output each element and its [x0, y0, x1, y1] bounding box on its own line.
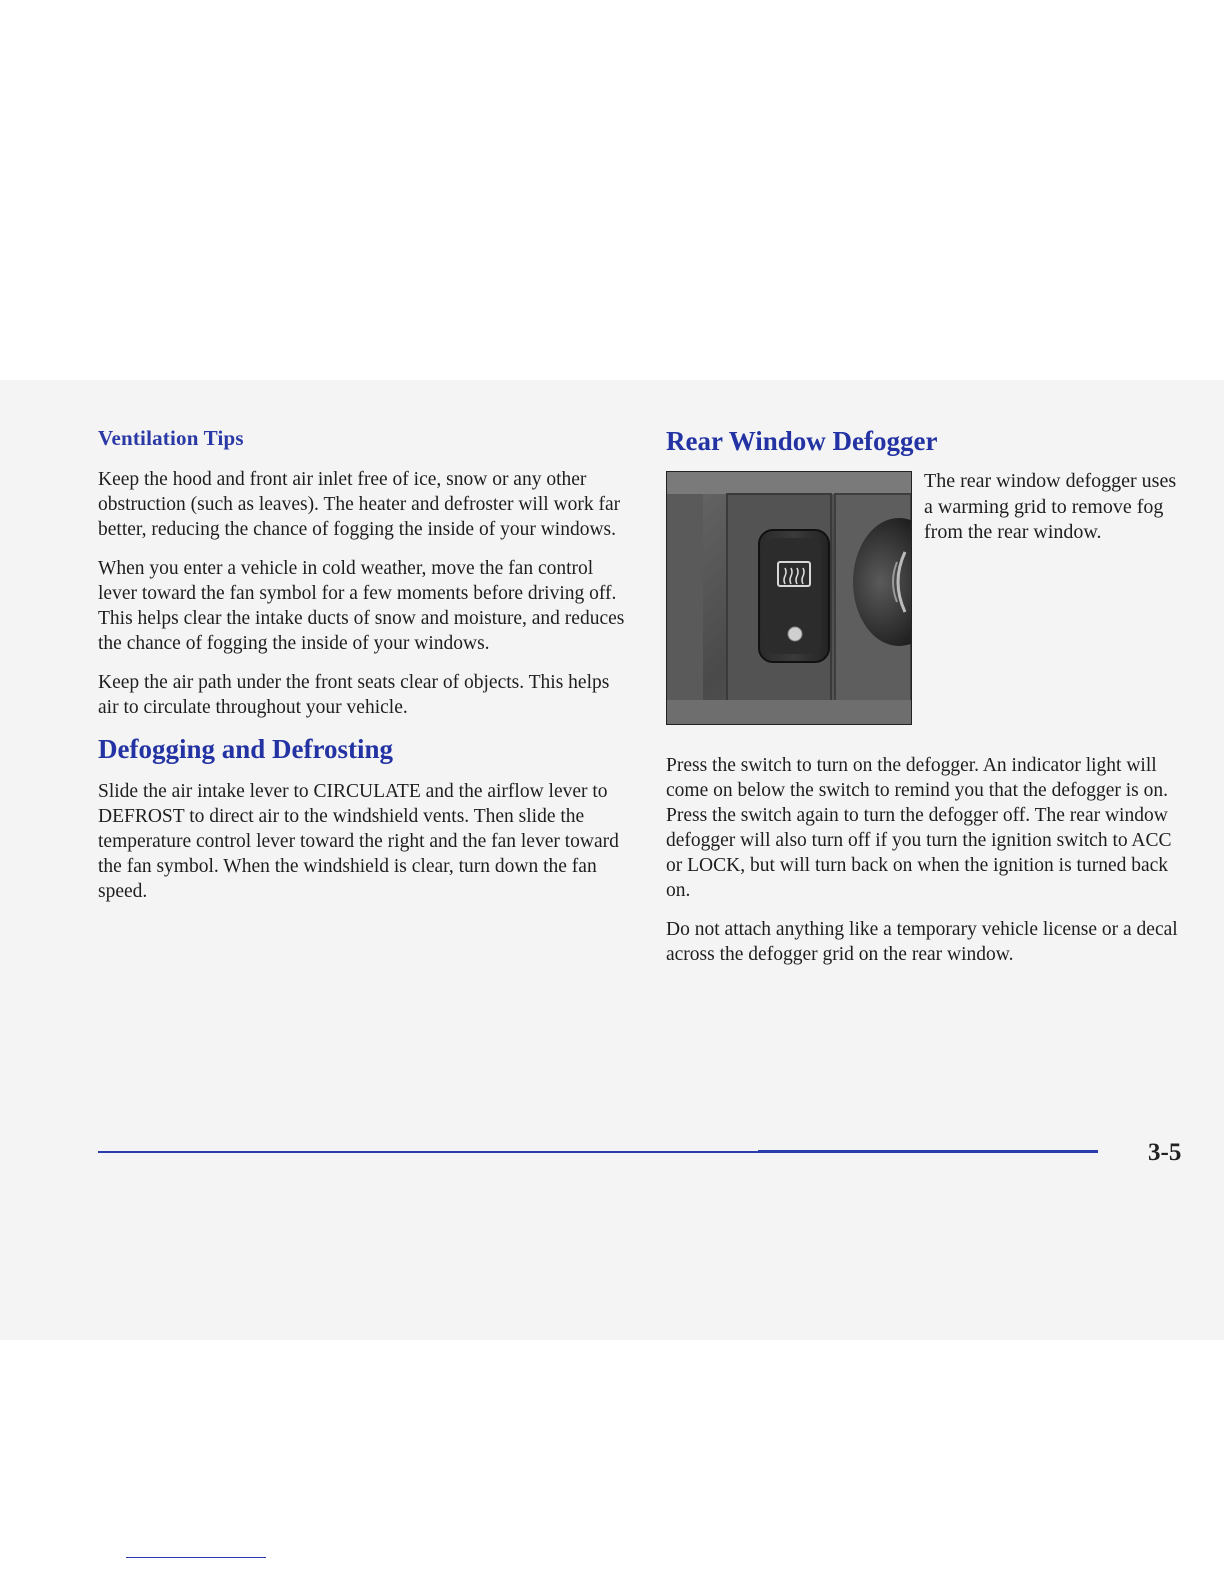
defogger-switch-photo [666, 471, 912, 725]
defogger-body [666, 753, 1186, 967]
defogger-intro-text: The rear window defogger uses a warming grid to remove fog from the rear window. [924, 470, 1177, 543]
defogger-intro [924, 469, 1186, 560]
defogger-paragraph-1: Press the switch to turn on the defogger. An indicator light will come on below the switch to remind you that the defogger is on. Press the switch again to turn the defogger off. The rear window defogger will also turn off if you turn the ignition switch to ACC or LOCK, but will turn back on when the ignition is turned back on. [666, 755, 1172, 901]
defogger-figure-row [666, 471, 1186, 727]
footer-rule-left [98, 1151, 758, 1153]
defogging-paragraph: Slide the air intake lever to CIRCULATE and the airflow lever to DEFROST to direct air to the windshield vents. Then slide the temperature control lever toward the right and the fan lever toward the fan symbol. When the windshield is clear, turn down the fan speed. [98, 781, 619, 902]
ventilation-tips-subheading: Ventilation Tips [98, 426, 244, 450]
defogging-defrosting-heading: Defogging and Defrosting [98, 734, 394, 764]
footer-rule-right [758, 1150, 1098, 1153]
indicator-light-icon [788, 627, 802, 641]
defogger-switch-button [759, 530, 829, 662]
defogger-paragraph-2: Do not attach anything like a temporary vehicle license or a decal across the defogger grid on the rear window. [666, 919, 1178, 965]
page-number: 3-5 [1148, 1139, 1182, 1166]
ventilation-paragraph-3: Keep the air path under the front seats clear of objects. This helps air to circulate throughout your vehicle. [98, 672, 610, 718]
footnote-rule [126, 1557, 266, 1558]
left-column [98, 426, 626, 918]
right-column [666, 426, 1186, 981]
ventilation-paragraph-2: When you enter a vehicle in cold weather, move the fan control lever toward the fan symbol for a few moments before driving off. This helps clear the intake ducts of snow and moisture, and reduces the chance of fogging the inside of your windows. [98, 558, 625, 654]
ventilation-paragraph-1: Keep the hood and front air inlet free of ice, snow or any other obstruction (such as leaves). The heater and defroster will work far better, reducing the chance of fogging the inside of your windows. [98, 469, 621, 540]
rear-window-defogger-heading: Rear Window Defogger [666, 426, 938, 456]
